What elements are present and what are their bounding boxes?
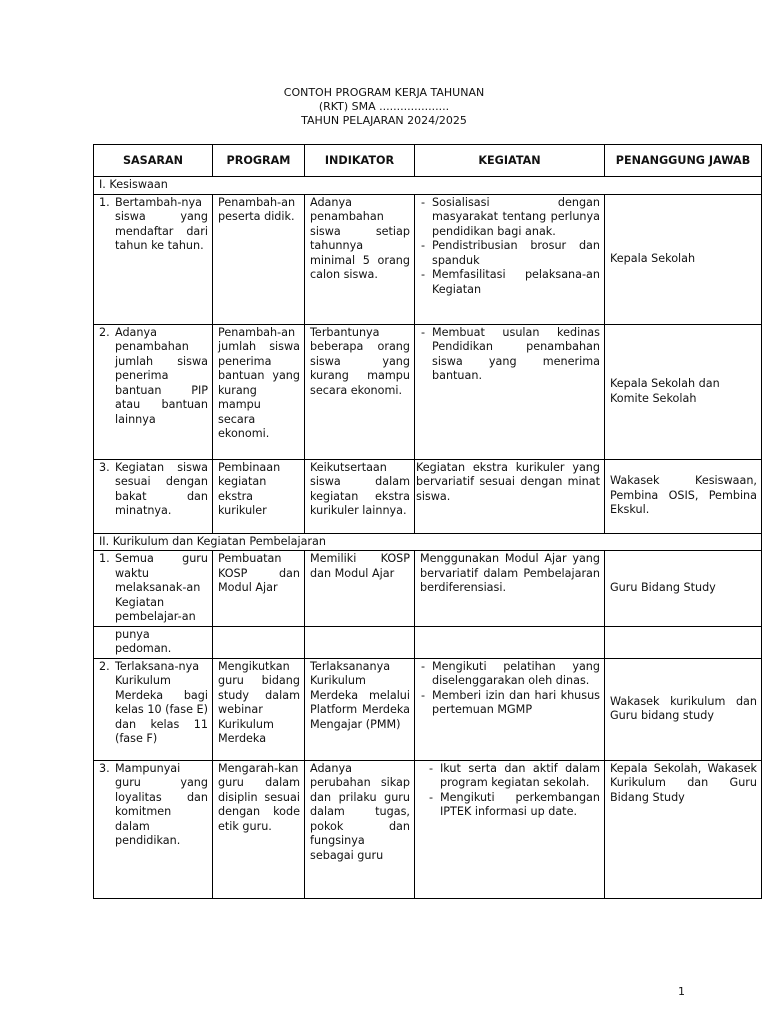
sasaran-text: punya pedoman. xyxy=(115,627,172,655)
empty-cell xyxy=(415,626,605,658)
indikator-cell: Adanya perubahan sikap dan prilaku guru dalam tugas, pokok dan fungsinya sebagai guru xyxy=(305,760,415,898)
kegiatan-item: - Ikut serta dan aktif dalam program kegiatan sekolah. xyxy=(428,762,600,791)
table-header-row xyxy=(94,145,762,177)
title-line-3: TAHUN PELAJARAN 2024/2025 xyxy=(301,114,467,127)
table-row xyxy=(94,194,762,324)
sasaran-cell xyxy=(94,551,213,627)
sasaran-cell xyxy=(94,194,213,324)
section-row-kurikulum xyxy=(94,533,762,551)
sasaran-cell xyxy=(94,626,213,658)
kegiatan-item: - Pendistribusian brosur dan spanduk xyxy=(420,239,600,268)
kegiatan-cell xyxy=(415,658,605,760)
program-cell: Mengarah-kan guru dalam disiplin sesuai dengan kode etik guru. xyxy=(213,760,305,898)
pj-cell: Kepala Sekolah dan Komite Sekolah xyxy=(605,324,762,459)
title-line-1: CONTOH PROGRAM KERJA TAHUNAN xyxy=(283,86,485,99)
row-number: 3. xyxy=(99,761,110,775)
indikator-cell: Terbantunya beberapa orang siswa yang kurang mampu secara ekonomi. xyxy=(305,324,415,459)
kegiatan-cell: Menggunakan Modul Ajar yang bervariatif dalam Pembelajaran berdiferensiasi. xyxy=(415,551,605,627)
header-sasaran: SASARAN xyxy=(94,145,213,177)
table-row xyxy=(94,551,762,627)
page-number: 1 xyxy=(678,985,685,998)
empty-cell xyxy=(605,626,762,658)
sasaran-text: Terlaksana-nya Kurikulum Merdeka bagi kelas 10 (fase E) dan kelas 11 (fase F) xyxy=(115,659,208,745)
pj-cell: Kepala Sekolah, Wakasek Kurikulum dan Guru Bidang Study xyxy=(605,760,762,898)
kegiatan-item: - Membuat usulan kedinas Pendidikan penambahan siswa yang menerima bantuan. xyxy=(420,326,600,384)
program-table xyxy=(93,144,762,899)
sasaran-cell xyxy=(94,658,213,760)
indikator-cell: Keikutsertaan siswa dalam kegiatan ekstra kurikuler lainnya. xyxy=(305,459,415,533)
program-cell: Penambah-an jumlah siswa penerima bantuan yang kurang mampu secara ekonomi. xyxy=(213,324,305,459)
program-cell: Pembinaan kegiatan ekstra kurikuler xyxy=(213,459,305,533)
row-number: 2. xyxy=(99,325,110,339)
kegiatan-cell xyxy=(415,324,605,459)
section-row-kesiswaan xyxy=(94,177,762,195)
sasaran-cell xyxy=(94,459,213,533)
indikator-cell: Memiliki KOSP dan Modul Ajar xyxy=(305,551,415,627)
sasaran-text: Semua guru waktu melaksanak-an Kegiatan pembelajar-an xyxy=(115,552,208,623)
sasaran-cell xyxy=(94,324,213,459)
indikator-cell: Adanya penambahan siswa setiap tahunnya minimal 5 orang calon siswa. xyxy=(305,194,415,324)
table-row xyxy=(94,324,762,459)
sasaran-text: Mampunyai guru yang loyalitas dan komitmen dalam pendidikan. xyxy=(115,761,208,847)
sasaran-text: Bertambah-nya siswa yang mendaftar dari tahun ke tahun. xyxy=(115,195,208,252)
kegiatan-item: - Memfasilitasi pelaksana-an Kegiatan xyxy=(420,268,600,297)
header-program: PROGRAM xyxy=(213,145,305,177)
kegiatan-cell: Kegiatan ekstra kurikuler yang bervariatif sesuai dengan minat siswa. xyxy=(415,459,605,533)
pj-cell: Guru Bidang Study xyxy=(605,551,762,627)
kegiatan-item: - Sosialisasi dengan masyarakat tentang perlunya pendidikan bagi anak. xyxy=(420,196,600,240)
sasaran-text: Kegiatan siswa sesuai dengan bakat dan minatnya. xyxy=(115,460,208,517)
empty-cell xyxy=(305,626,415,658)
section-title: II. Kurikulum dan Kegiatan Pembelajaran xyxy=(94,533,762,551)
header-penanggung-jawab: PENANGGUNG JAWAB xyxy=(605,145,762,177)
row-number: 1. xyxy=(99,552,110,565)
program-cell: Penambah-an peserta didik. xyxy=(213,194,305,324)
kegiatan-cell xyxy=(415,760,605,898)
pj-cell: Wakasek Kesiswaan, Pembina OSIS, Pembina Ekskul. xyxy=(605,459,762,533)
kegiatan-item: - Memberi izin dan hari khusus pertemuan MGMP xyxy=(420,689,600,718)
row-number: 3. xyxy=(99,460,110,474)
kegiatan-item: - Mengikuti perkembangan IPTEK informasi up date. xyxy=(428,791,600,820)
table-row xyxy=(94,658,762,760)
title-line-2: (RKT) SMA .................... xyxy=(318,100,450,113)
document-title xyxy=(0,86,768,128)
header-kegiatan: KEGIATAN xyxy=(415,145,605,177)
row-number: 2. xyxy=(99,659,110,673)
empty-cell xyxy=(213,626,305,658)
pj-cell: Kepala Sekolah xyxy=(605,194,762,324)
indikator-cell: Terlaksananya Kurikulum Merdeka melalui Platform Merdeka Mengajar (PMM) xyxy=(305,658,415,760)
pj-cell: Wakasek kurikulum dan Guru bidang study xyxy=(605,658,762,760)
table-row xyxy=(94,459,762,533)
program-cell: Mengikutkan guru bidang study dalam webinar Kurikulum Merdeka xyxy=(213,658,305,760)
kegiatan-item: - Mengikuti pelatihan yang diselenggarakan oleh dinas. xyxy=(420,660,600,689)
header-indikator: INDIKATOR xyxy=(305,145,415,177)
sasaran-cell xyxy=(94,760,213,898)
sasaran-text: Adanya penambahan jumlah siswa penerima bantuan PIP atau bantuan lainnya xyxy=(115,325,208,426)
row-number: 1. xyxy=(99,195,110,209)
table-row-continuation xyxy=(94,626,762,658)
table-row xyxy=(94,760,762,898)
kegiatan-cell xyxy=(415,194,605,324)
section-title: I. Kesiswaan xyxy=(94,177,762,195)
program-cell: Pembuatan KOSP dan Modul Ajar xyxy=(213,551,305,627)
